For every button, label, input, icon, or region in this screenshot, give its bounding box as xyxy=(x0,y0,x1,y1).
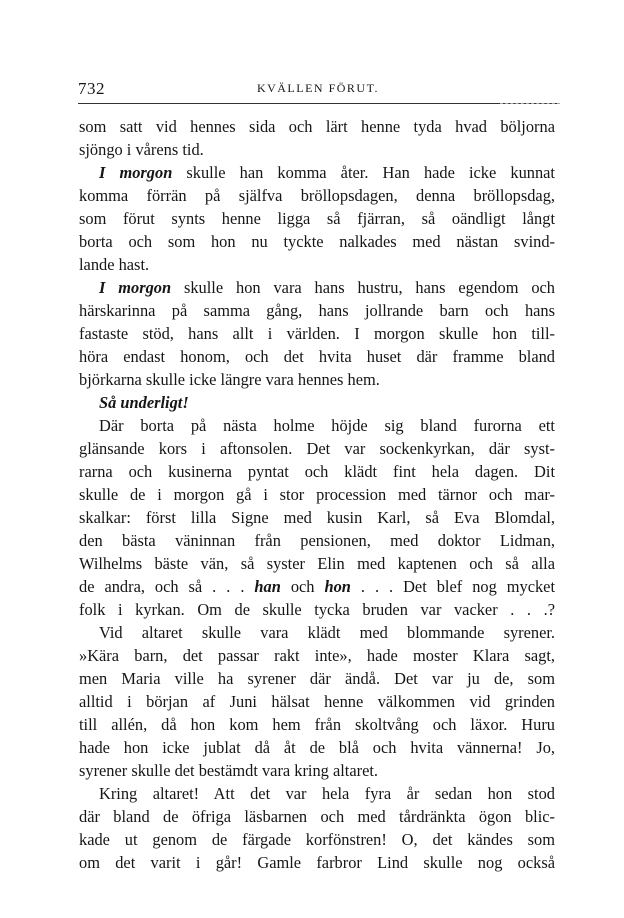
text-run: kade ut genom de färgade korfönstren! O, det kändes som xyxy=(79,830,555,849)
text-line xyxy=(79,253,555,276)
text-run: Vid altaret skulle vara klädt med blommande syrener. xyxy=(99,623,555,642)
text-line xyxy=(79,115,555,138)
text-line xyxy=(79,368,555,391)
text-line xyxy=(79,207,555,230)
emphasis-run: Så underligt! xyxy=(99,393,189,412)
text-line xyxy=(79,759,555,782)
text-run: björkarna skulle icke längre vara hennes hem. xyxy=(79,370,380,389)
header-rule xyxy=(78,103,560,104)
text-run: hade hon icke jublat då åt de blå och hvita vännerna! Jo, xyxy=(79,738,555,757)
text-run: rarna och kusinerna pyntat och klädt fint hela dagen. Dit xyxy=(79,462,555,481)
text-line xyxy=(79,575,555,598)
text-line xyxy=(79,529,555,552)
text-run: härskarinna på samma gång, hans jollrande barn och hans xyxy=(79,301,555,320)
text-run: glänsande kors i aftonsolen. Det var sockenkyrkan, där syst- xyxy=(79,439,555,458)
text-line xyxy=(79,782,555,805)
text-run: där bland de öfriga läsbarnen och med tårdränkta ögon blic- xyxy=(79,807,555,826)
text-run: Där borta på nästa holme höjde sig bland furorna ett xyxy=(99,416,555,435)
emphasis-run: han xyxy=(254,577,281,596)
text-line xyxy=(79,483,555,506)
text-run: höra endast honom, och det hvita huset där framme bland xyxy=(79,347,555,366)
text-line xyxy=(79,667,555,690)
text-line xyxy=(79,138,555,161)
text-line xyxy=(79,161,555,184)
page-number: 732 xyxy=(78,79,105,98)
text-line xyxy=(79,690,555,713)
text-line xyxy=(79,805,555,828)
text-run: som förut synts henne ligga så fjärran, så oändligt långt xyxy=(79,209,555,228)
running-head xyxy=(78,79,558,101)
text-run: Wilhelms bäste vän, så syster Elin med kaptenen och så alla xyxy=(79,554,555,573)
text-run: och xyxy=(280,577,325,596)
text-line xyxy=(79,345,555,368)
text-run: borta och som hon nu tyckte nalkades med nästan svind- xyxy=(79,232,555,251)
text-line xyxy=(79,391,555,414)
text-line xyxy=(79,276,555,299)
text-line xyxy=(79,621,555,644)
text-run: lande hast. xyxy=(79,255,150,274)
text-line xyxy=(79,460,555,483)
text-run: som satt vid hennes sida och lärt henne tyda hvad böljorna xyxy=(79,117,555,136)
text-run: skulle hon vara hans hustru, hans egendom och xyxy=(171,278,555,297)
text-line xyxy=(79,736,555,759)
running-title: KVÄLLEN FÖRUT. xyxy=(256,81,380,95)
text-line xyxy=(79,713,555,736)
text-run: skalkar: först lilla Signe med kusin Karl, så Eva Blomdal, xyxy=(79,508,555,527)
text-run: Kring altaret! Att det var hela fyra år sedan hon stod xyxy=(99,784,555,803)
text-run: de andra, och så . . . xyxy=(79,577,255,596)
emphasis-run: I morgon xyxy=(99,278,172,297)
text-line xyxy=(79,506,555,529)
emphasis-run: hon xyxy=(324,577,351,596)
text-run: komma förrän på själfva bröllopsdagen, denna bröllopsdag, xyxy=(79,186,555,205)
text-line xyxy=(79,184,555,207)
text-line xyxy=(79,851,555,874)
text-line xyxy=(79,552,555,575)
text-line xyxy=(79,437,555,460)
text-run: skulle de i morgon gå i stor procession med tärnor och mar- xyxy=(79,485,555,504)
text-run: om det varit i går! Gamle farbror Lind skulle nog också xyxy=(79,853,555,872)
text-run: syrener skulle det bestämdt vara kring altaret. xyxy=(79,761,379,780)
text-run: till allén, då hon kom hem från skoltvång och läxor. Huru xyxy=(79,715,555,734)
text-run: . . . Det blef nog mycket xyxy=(350,577,555,596)
emphasis-run: I morgon xyxy=(99,163,173,182)
text-run: men Maria ville ha syrener där ändå. Det var ju de, som xyxy=(79,669,555,688)
text-run: »Kära barn, det passar rakt inte», hade moster Klara sagt, xyxy=(79,646,555,665)
text-line xyxy=(79,299,555,322)
text-line xyxy=(79,414,555,437)
text-run: folk i kyrkan. Om de skulle tycka bruden var vacker . . .? xyxy=(79,600,555,619)
text-run: den bästa väninnan från pensionen, med doktor Lidman, xyxy=(79,531,555,550)
text-line xyxy=(79,828,555,851)
text-run: fastaste stöd, hans allt i världen. I morgon skulle hon till- xyxy=(79,324,555,343)
text-line xyxy=(79,644,555,667)
text-run: skulle han komma åter. Han hade icke kunnat xyxy=(172,163,555,182)
text-line xyxy=(79,230,555,253)
text-line xyxy=(79,322,555,345)
text-line xyxy=(79,598,555,621)
body-text xyxy=(79,115,555,874)
text-run: sjöngo i vårens tid. xyxy=(79,140,204,159)
text-run: alltid i början af Juni hälsat henne välkommen vid grinden xyxy=(79,692,555,711)
